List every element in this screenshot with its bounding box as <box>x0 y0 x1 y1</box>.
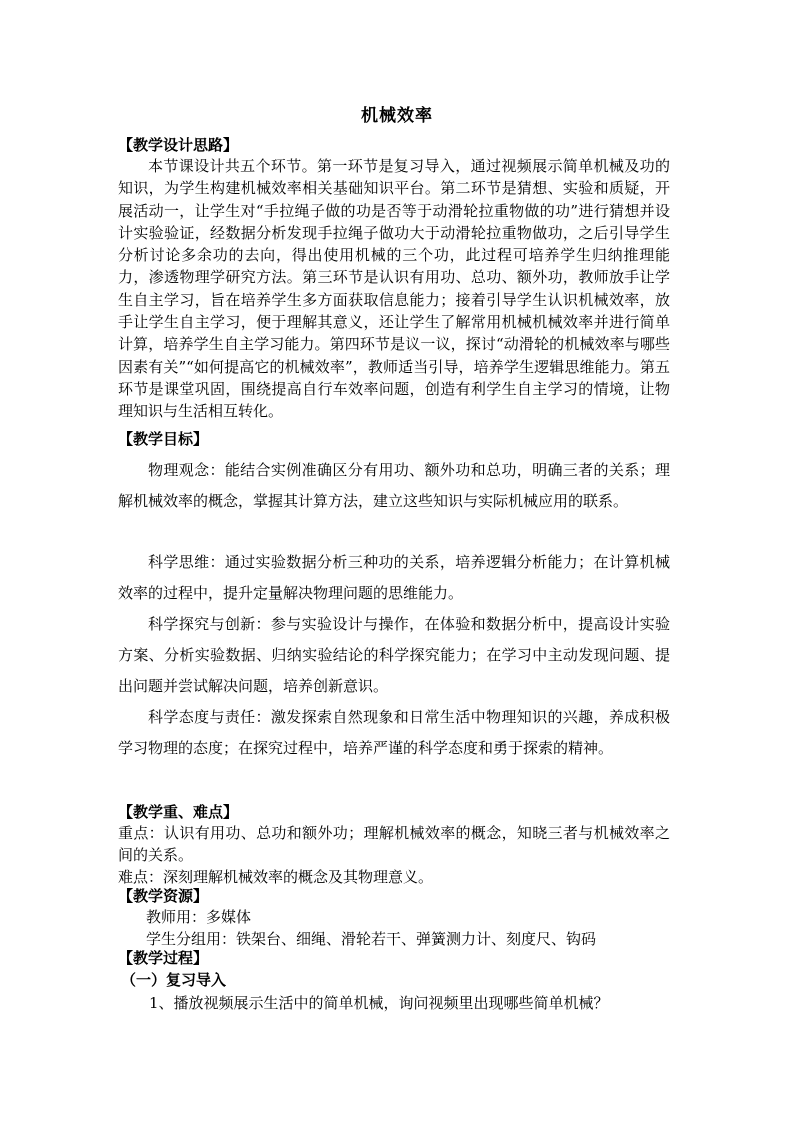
student-resource: 学生分组用：铁架台、细绳、滑轮若干、弹簧测力计、刻度尺、钩码 <box>146 930 597 948</box>
section-review-intro: （一）复习导入 <box>121 971 227 989</box>
difficult-point: 难点：深刻理解机械效率的概念及其物理意义。 <box>118 868 434 886</box>
teacher-resource: 教师用：多媒体 <box>146 908 252 926</box>
goal-physics-concept: 物理观念：能结合实例准确区分有用功、额外功和总功，明确三者的关系；理解机械效率的概念，掌握其计算方法，建立这些知识与实际机械应用的联系。 <box>118 461 670 510</box>
goal-scientific-inquiry: 科学探究与创新：参与实验设计与操作，在体验和数据分析中，提高设计实验方案、分析实验数据、归纳实验结论的科学探究能力；在学习中主动发现问题、提出问题并尝试解决问题，培养创新意识。 <box>118 615 670 695</box>
design-paragraph: 本节课设计共五个环节。第一环节是复习导入，通过视频展示简单机械及功的知识，为学生构建机械效率相关基础知识平台。第二环节是猜想、实验和质疑，开展活动一，让学生对“手拉绳子做的功是否等于动滑轮拉重物做的功”进行猜想并设计实验验证，经数据分析发现手拉绳子做功大于动滑轮拉重物做功，之后引导学生分析讨论多余功的去向，得出使用机械的三个功，此过程可培养学生归纳推理能力，渗透物理学研究方法。第三环节是认识有用功、总功、额外功，教师放手让学生自主学习，旨在培养学生多方面获取信息能力；接着引导学生认识机械效率，放手让学生自主学习，便于理解其意义，还让学生了解常用机械机械效率并进行简单计算，培养学生自主学习能力。第四环节是议一议，探讨“动滑轮的机械效率与哪些因素有关”“如何提高它的机械效率”，教师适当引导，培养学生逻辑思维能力。第五环节是课堂巩固，围绕提高自行车效率问题，创造有利学生自主学习的情境，让物理知识与生活相互转化。 <box>118 157 670 421</box>
document-title: 机械效率 <box>361 106 433 126</box>
goal-scientific-attitude: 科学态度与责任：激发探索自然现象和日常生活中物理知识的兴趣，养成积极学习物理的态度；在探究过程中，培养严谨的科学态度和勇于探索的精神。 <box>118 708 670 757</box>
process-heading: 【教学过程】 <box>118 949 209 967</box>
goals-heading: 【教学目标】 <box>118 430 209 448</box>
resources-heading: 【教学资源】 <box>118 887 209 905</box>
key-difficult-heading: 【教学重、难点】 <box>118 803 239 821</box>
key-point: 重点：认识有用功、总功和额外功；理解机械效率的概念，知晓三者与机械效率之间的关系。 <box>118 824 670 865</box>
process-step-1: 1、播放视频展示生活中的简单机械，询问视频里出现哪些简单机械？ <box>149 994 609 1012</box>
design-heading: 【教学设计思路】 <box>118 136 239 154</box>
goal-scientific-thinking: 科学思维：通过实验数据分析三种功的关系，培养逻辑分析能力；在计算机械效率的过程中，提升定量解决物理问题的思维能力。 <box>118 553 670 602</box>
